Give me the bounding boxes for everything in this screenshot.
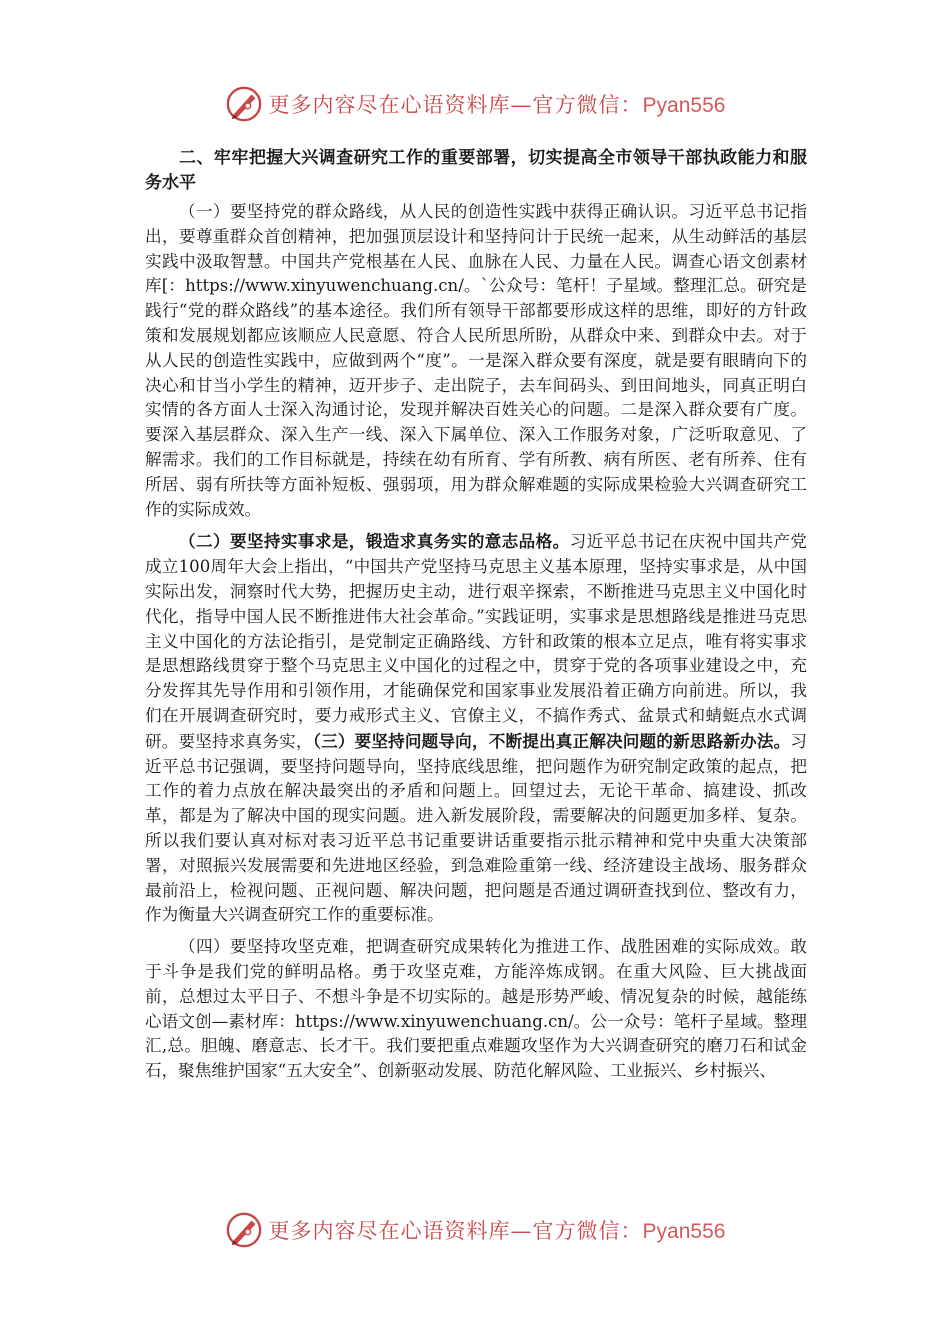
paragraph-2 xyxy=(145,529,807,928)
paragraph-2-lead: （二）要坚持实事求是，锻造求真务实的意志品格。 xyxy=(179,531,570,552)
wechat-id: Pyan556 xyxy=(642,1220,726,1243)
paragraph-2-lead-2: （三）要坚持问题导向，不断提出真正解决问题的新思路新办法。 xyxy=(312,730,791,751)
header-banner xyxy=(0,82,950,126)
paragraph-3: （四）要坚持攻坚克难，把调查研究成果转化为推进工作、战胜困难的实际成效。敢于斗争是我们党的鲜明品格。勇于攻坚克难，方能淬炼成钢。在重大风险、巨大挑战面前，总想过太平日子、不想斗争是不切实际的。越是形势严峻、情况复杂的时候，越能练心语文创—素材库：https://www.xinyuwenchuang.cn/。公一众号：笔杆子星域。整理汇,总。胆魄、磨意志、长才干。我们要把重点难题攻坚作为大兴调查研究的磨刀石和试金石，聚焦维护国家“五大安全”、创新驱动发展、防范化解风险、工业振兴、乡村振兴、 xyxy=(145,937,807,1081)
footer-banner xyxy=(0,1208,950,1252)
section-heading: 二、牢牢把握大兴调查研究工作的重要部署，切实提高全市领导干部执政能力和服务水平 xyxy=(145,148,807,193)
pen-logo-icon xyxy=(225,85,263,123)
wechat-id: Pyan556 xyxy=(642,94,726,117)
banner-text: 更多内容尽在心语资料库—官方微信：Pyan556 xyxy=(268,1219,726,1243)
banner-text: 更多内容尽在心语资料库—官方微信：Pyan556 xyxy=(268,93,726,117)
paragraph-1: （一）要坚持党的群众路线，从人民的创造性实践中获得正确认识。习近平总书记指出，要尊重群众首创精神，把加强顶层设计和坚持问计于民统一起来，从生动鲜活的基层实践中汲取智慧。中国共产党根基在人民、血脉在人民、力量在人民。调查心语文创素材库[：https://www.xinyuwenchuang.cn/。`公众号：笔杆！子星域。整理汇总。研究是践行“党的群众路线”的基本途径。我们所有领导干部都要形成这样的思维，即好的方针政策和发展规划都应该顺应人民意愿、符合人民所思所盼，从群众中来、到群众中去。对于从人民的创造性实践中，应做到两个“度”。一是深入群众要有深度，就是要有眼睛向下的决心和甘当小学生的精神，迈开步子、走出院子，去车间码头、到田间地头，同真正明白实情的各方面人士深入沟通讨论，发现并解决百姓关心的问题。二是深入群众要有广度。要深入基层群众、深入生产一线、深入下属单位、深入工作服务对象，广泛听取意见、了解需求。我们的工作目标就是，持续在幼有所育、学有所教、病有所医、老有所养、住有所居、弱有所扶等方面补短板、强弱项，用为群众解难题的实际成果检验大兴调查研究工作的实际成效。 xyxy=(145,202,807,519)
paragraph-2-text-2: 习近平总书记强调，要坚持问题导向，坚持底线思维，把问题作为研究制定政策的起点，把工作的着力点放在解决最突出的矛盾和问题上。回望过去，无论干革命、搞建设、抓改革，都是为了解决中国的现实问题。进入新发展阶段，需要解决的问题更加多样、复杂。所以我们要认真对标对表习近平总书记重要讲话重要指示批示精神和党中央重大决策部署，对照振兴发展需要和先进地区经验，到急难险重第一线、经济建设主战场、服务群众最前沿上，检视问题、正视问题、解决问题，把问题是否通过调研查找到位、整改有力，作为衡量大兴调查研究工作的重要标准。 xyxy=(145,731,808,925)
pen-logo-icon xyxy=(225,1211,263,1249)
paragraph-2-text: 习近平总书记在庆祝中国共产党成立100周年大会上指出，“中国共产党坚持马克思主义基本原理，坚持实事求是，从中国实际出发，洞察时代大势，把握历史主动，进行艰辛探索，不断推进马克思主义中国化时代化，指导中国人民不断推进伟大社会革命。”实践证明，实事求是思想路线是推进马克思主义中国化的方法论指引，是党制定正确路线、方针和政策的根本立足点，唯有将实事求是思想路线贯穿于整个马克思主义中国化的过程之中，贯穿于党的各项事业建设之中，充分发挥其先导作用和引领作用，才能确保党和国家事业发展沿着正确方向前进。所以，我们在开展调查研究时，要力戒形式主义、官僚主义，不搞作秀式、盆景式和蜻蜓点水式调研。要坚持求真务实， xyxy=(145,532,808,751)
document-body xyxy=(145,146,807,1091)
